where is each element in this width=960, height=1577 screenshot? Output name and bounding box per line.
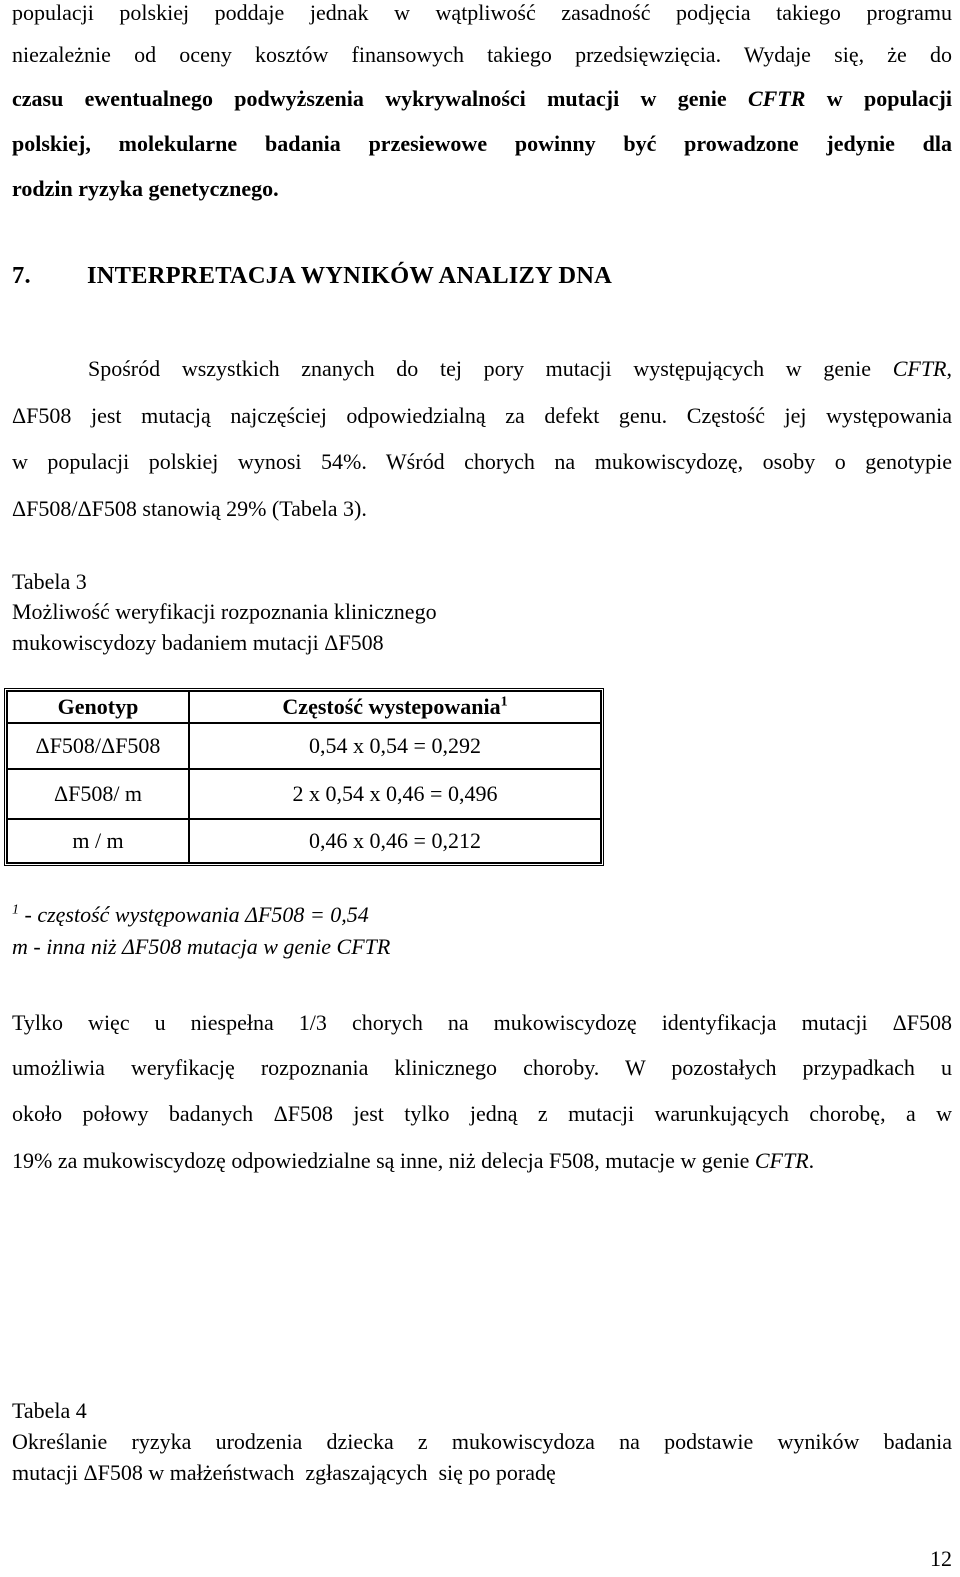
- table3-label: Tabela 3: [12, 569, 87, 594]
- text-line: ΔF508 jest mutacją najczęściej odpowiedzialną za defekt genu. Częstość jej występowania: [12, 403, 952, 428]
- header-frequency: Częstość wystepowania$^1$: [189, 691, 601, 723]
- text-line: w populacji polskiej wynosi 54%. Wśród chorych na mukowiscydozę, osoby o genotypie: [12, 449, 952, 474]
- section-number: 7.: [12, 262, 31, 289]
- table4-caption-line1: Określanie ryzyka urodzenia dziecka z mukowiscydoza na podstawie wyników badania: [12, 1429, 952, 1454]
- table4-label: Tabela 4: [12, 1398, 87, 1423]
- cell-genotype: m / m: [7, 819, 189, 863]
- text-line: około połowy badanych ΔF508 jest tylko jedną z mutacji warunkujących chorobę, a w: [12, 1101, 952, 1126]
- text-line: umożliwia weryfikację rozpoznania klinicznego choroby. W pozostałych przypadkach u: [12, 1055, 952, 1080]
- section-heading: [12, 262, 612, 290]
- header-genotype: Genotyp: [7, 691, 189, 723]
- text-line: rodzin ryzyka genetycznego.: [12, 176, 279, 201]
- text-line: ΔF508/ΔF508 stanowią 29% (Tabela 3).: [12, 496, 367, 521]
- table4-caption-line2: mutacji ΔF508 w małżeństwach zgłaszających się po poradę: [12, 1460, 556, 1485]
- text-line: populacji polskiej poddaje jednak w wątpliwość zasadność podjęcia takiego programu: [12, 0, 952, 25]
- text-line: polskiej, molekularne badania przesiewowe powinny być prowadzone jedynie dla: [12, 131, 952, 156]
- cell-frequency: 2 x 0,54 x 0,46 = 0,496: [189, 769, 601, 819]
- cell-genotype: ΔF508/ m: [7, 769, 189, 819]
- table-row: [7, 769, 601, 819]
- text-line: Tylko więc u niespełna 1/3 chorych na mukowiscydozę identyfikacja mutacji ΔF508: [12, 1010, 952, 1035]
- table3-caption-line2: mukowiscydozy badaniem mutacji ΔF508: [12, 630, 384, 655]
- table-row: [7, 819, 601, 863]
- table3-caption-line1: Możliwość weryfikacji rozpoznania klinicznego: [12, 599, 437, 624]
- cell-frequency: 0,46 x 0,46 = 0,212: [189, 819, 601, 863]
- table-row: [7, 723, 601, 769]
- text-line: czasu ewentualnego podwyższenia wykrywalności mutacji w genie CFTR w populacji: [12, 86, 952, 111]
- text-line: niezależnie od oceny kosztów finansowych takiego przedsięwzięcia. Wydaje się, że do: [12, 42, 952, 67]
- cell-frequency: 0,54 x 0,54 = 0,292: [189, 723, 601, 769]
- text-line: Spośród wszystkich znanych do tej pory mutacji występujących w genie CFTR,: [88, 356, 952, 381]
- cell-genotype: ΔF508/ΔF508: [7, 723, 189, 769]
- section-title: INTERPRETACJA WYNIKÓW ANALIZY DNA: [87, 262, 613, 289]
- table3-footnote2: m - inna niż ΔF508 mutacja w genie CFTR: [12, 934, 391, 959]
- page-number: 12: [930, 1546, 952, 1571]
- table-header-row: [7, 691, 601, 723]
- table3-footnote1: $^1$ - częstość występowania ΔF508 = 0,54: [12, 902, 369, 927]
- text-line: 19% za mukowiscydozę odpowiedzialne są inne, niż delecja F508, mutacje w genie CFTR.: [12, 1148, 815, 1173]
- genotype-table: [4, 688, 604, 866]
